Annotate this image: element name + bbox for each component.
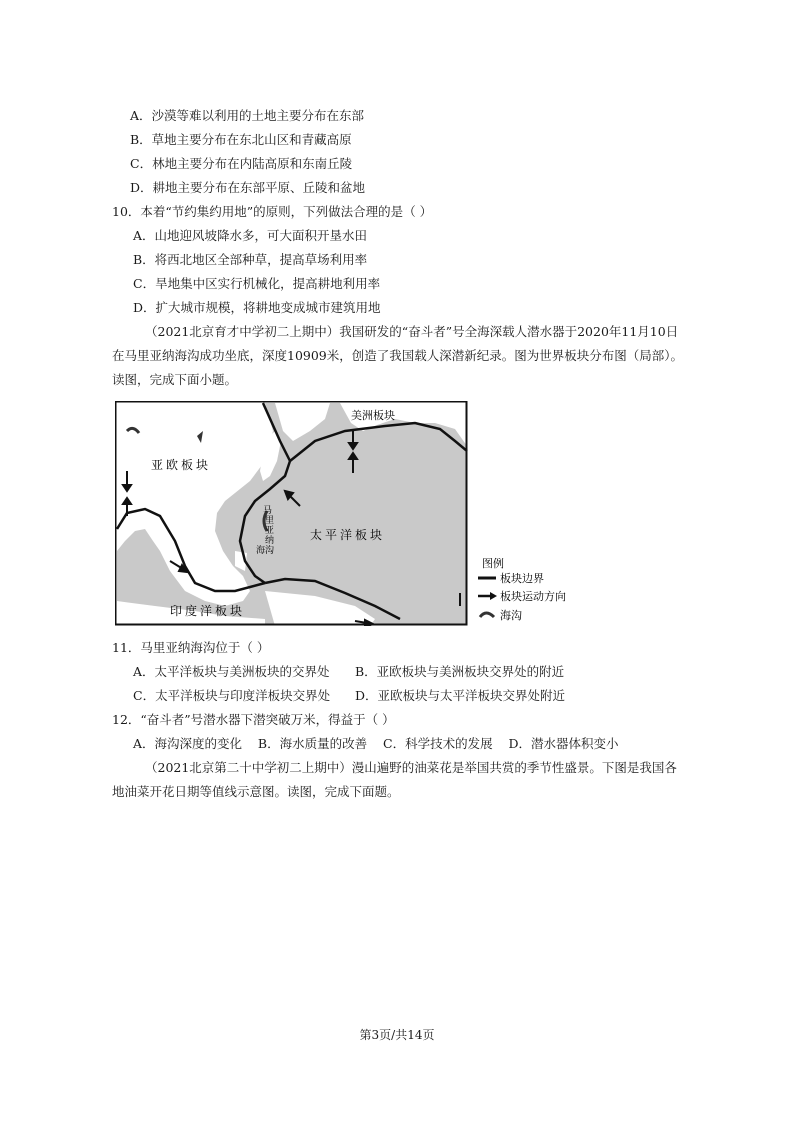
q9-option-d: D．耕地主要分布在东部平原、丘陵和盆地 [130, 180, 366, 195]
label-mariana-4: 纳 [265, 536, 275, 546]
legend-direction-label: 板块运动方向 [500, 590, 566, 603]
q10-stem: 10．本着“节约集约用地”的原则，下列做法合理的是（ ） [112, 204, 433, 219]
q11-option-d: D．亚欧板块与太平洋板块交界处附近 [355, 688, 566, 703]
legend-trench-label: 海沟 [500, 609, 522, 622]
intro-passage-1: （2021北京育才中学初二上期中）我国研发的“奋斗者”号全海深载人潜水器于2020年11月10日在马里亚纳海沟成功坐底，深度10909米，创造了我国载人深潜新纪录。图为世界板块分布图（局部）。读图，完成下面小题。 [112, 324, 684, 387]
legend-title: 图例 [482, 557, 504, 570]
q12-options: A．海沟深度的变化 B．海水质量的改善 C．科学技术的发展 D．潜水器体积变小 [133, 736, 619, 751]
label-mariana-3: 亚 [265, 526, 275, 536]
label-mariana-trench: 海沟 [256, 546, 275, 556]
plate-map-figure [115, 401, 470, 626]
q12-stem: 12．“奋斗者”号潜水器下潜突破万米，得益于（ ） [112, 712, 395, 727]
q9-option-b: B．草地主要分布在东北山区和青藏高原 [130, 132, 352, 147]
label-indian-plate: 印度洋板块 [170, 604, 246, 618]
legend-trench-icon [480, 613, 494, 617]
label-pacific-plate: 太平洋板块 [310, 528, 386, 542]
plate-map-svg [115, 401, 470, 626]
q11-stem: 11．马里亚纳海沟位于（ ） [112, 640, 270, 655]
map-legend [478, 555, 588, 627]
label-mariana-2: 里 [265, 516, 275, 526]
label-america-plate: 美洲板块 [351, 409, 395, 422]
q9-option-c: C．林地主要分布在内陆高原和东南丘陵 [130, 156, 353, 171]
label-eurasia-plate: 亚欧板块 [151, 458, 212, 472]
q11-option-b: B．亚欧板块与美洲板块交界处的附近 [355, 664, 565, 679]
q9-option-a: A．沙漠等难以利用的土地主要分布在东部 [130, 108, 365, 123]
q11-option-a: A．太平洋板块与美洲板块的交界处 [133, 664, 330, 679]
q11-option-c: C．太平洋板块与印度洋板块交界处 [133, 688, 331, 703]
q10-option-a: A．山地迎风坡降水多，可大面积开垦水田 [133, 228, 368, 243]
legend-boundary-label: 板块边界 [500, 572, 544, 585]
q10-option-d: D．扩大城市规模，将耕地变成城市建筑用地 [133, 300, 381, 315]
intro-passage-2: （2021北京第二十中学初二上期中）漫山遍野的油菜花是举国共赏的季节性盛景。下图是我国各地油菜开花日期等值线示意图。读图，完成下面题。 [112, 760, 677, 799]
q10-option-b: B．将西北地区全部种草，提高草场利用率 [133, 252, 368, 267]
label-mariana-1: 马 [263, 506, 273, 516]
q10-option-c: C．旱地集中区实行机械化，提高耕地利用率 [133, 276, 381, 291]
page-footer: 第3页/共14页 [359, 1028, 435, 1042]
